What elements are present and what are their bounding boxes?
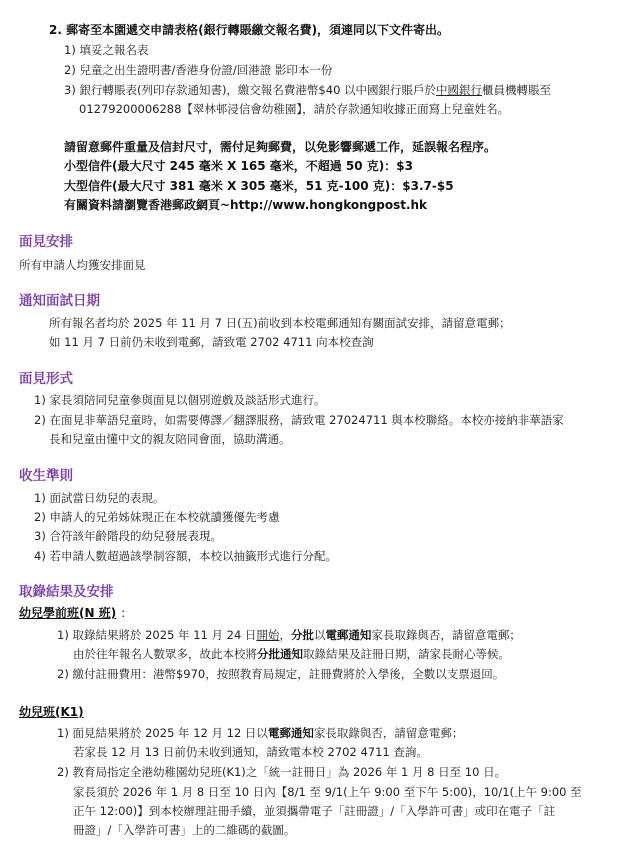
admission-criteria-1: 1) 面試當日幼兒的表現。 xyxy=(34,491,165,505)
admission-criteria-3: 3) 合符該年齡階段的幼兒發展表現。 xyxy=(34,529,222,543)
n-text-batch-notice: 分批通知 xyxy=(257,647,303,661)
mail-title: 2. 郵寄至本園遞交申請表格(銀行轉賬繳交報名費)，須連同以下文件寄出。 xyxy=(49,23,450,37)
n-class-colon: ： xyxy=(120,606,133,620)
n-text-batch: 分批 xyxy=(290,628,314,642)
small-letter-rate: 小型信件(最大尺寸 245 毫米 X 165 毫米，不超過 50 克)：$3 xyxy=(64,159,413,173)
mail-item-2: 2) 兒童之出生證明書/香港身份證/回港證 影印本一份 xyxy=(64,63,333,77)
interview-date-line-1: 所有報名者均於 2025 年 11 月 7 日(五)前收到本校電郵通知有關面試安排，請留意電郵； xyxy=(49,316,511,330)
heading-admission-criteria: 收生準則 xyxy=(19,468,73,484)
interview-format-line-1: 1) 家長須陪同兒童參與面見以個別遊戲及談話形式進行。 xyxy=(34,393,326,407)
k1-result-line-6: 冊證」/「入學許可書」上的二維碼的截圖。 xyxy=(73,823,296,837)
interview-date-line-2: 如 11 月 7 日前仍未收到電郵，請致電 2702 4711 向本校查詢 xyxy=(49,335,374,349)
mail-item-3-text: 3) 銀行轉賬表(列印存款通知書)，繳交報名費港幣$40 以中國銀行賬戶於 xyxy=(64,83,437,97)
n-text-start: 開始 xyxy=(256,628,280,642)
n-class-fee-line: 2) 繳付註冊費用：港幣$970，按照教育局規定，註冊費將於入學後，全數以支票退回。 xyxy=(57,667,505,681)
hongkongpost-website: 有關資料請瀏覽香港郵政網頁~http://www.hongkongpost.hk xyxy=(64,198,428,212)
postage-notice: 請留意郵件重量及信封尺寸，需付足夠郵費，以免影響郵遞工作，延誤報名程序。 xyxy=(64,140,497,154)
k1-text-c: 家長取錄與否，請留意電郵； xyxy=(313,726,464,740)
heading-interview-format: 面見形式 xyxy=(19,371,73,387)
mail-item-3-tail: 櫃員機轉賬至 xyxy=(482,83,552,97)
mail-item-1: 1) 填妥之報名表 xyxy=(64,43,149,57)
n-class-title-line xyxy=(19,605,132,621)
k1-text-a: 1) 面見結果將於 2025 年 12 月 12 日以 xyxy=(57,726,268,740)
k1-result-line-1 xyxy=(57,725,463,741)
mail-item-3-cont: 01279200006288【翠林邨浸信會幼稚園】，請於存款通知收據正面寫上兒童姓名。 xyxy=(79,102,510,116)
k1-result-line-3: 2) 教育局指定全港幼稚園幼兒班(K1)之「統一註冊日」為 2026 年 1 月 8 日至 10 日。 xyxy=(57,765,507,779)
n-text-g: 家長取錄與否，請留意電郵； xyxy=(371,628,521,642)
n-text-2a: 由於往年報名人數眾多，故此本校將 xyxy=(73,647,257,661)
bank-name-underlined: 中國銀行 xyxy=(436,83,483,97)
n-class-title: 幼兒學前班(N 班) xyxy=(19,606,117,620)
k1-result-line-2: 若家長 12 月 13 日前仍未收到通知，請致電本校 2702 4711 查詢。 xyxy=(73,745,428,759)
k1-text-email-notice: 電郵通知 xyxy=(267,726,314,740)
interview-format-line-2: 2) 在面見非華語兒童時，如需要傳譯／翻譯服務，請致電 27024711 與本校聯絡。本校亦接納非華語家 xyxy=(34,413,564,427)
k1-result-line-4: 家長須於 2026 年 1 月 8 日至 10 日內【8/1 至 9/1(上午 9:00 至下午 5:00)，10/1(上午 9:00 至 xyxy=(73,785,582,799)
admission-criteria-4: 4) 若申請人數超過該學制容額，本校以抽籤形式進行分配。 xyxy=(34,549,337,563)
interview-arrangement-text: 所有申請人均獲安排面見 xyxy=(19,258,146,272)
k1-class-title: 幼兒班(K1) xyxy=(19,705,84,719)
n-text-c: ， xyxy=(279,628,291,642)
n-text-2c: 取錄結果及註冊日期，請家長耐心等候。 xyxy=(303,647,510,661)
mail-item-3 xyxy=(64,82,551,98)
n-text-a: 1) 取錄結果將於 2025 年 11 月 24 日 xyxy=(57,628,257,642)
k1-result-line-5: 正午 12:00)】到本校辦理註冊手續，並須攜帶電子「註冊證」/「入學許可書」或印在電子「註 xyxy=(73,804,556,818)
n-text-e: 以 xyxy=(313,628,326,642)
n-class-result-line-2 xyxy=(73,646,510,662)
heading-interview-arrangement: 面見安排 xyxy=(19,234,73,250)
large-letter-rate: 大型信件(最大尺寸 381 毫米 X 305 毫米，51 克-100 克)：$3.7-$5 xyxy=(64,179,454,193)
admission-criteria-2: 2) 申請人的兄弟姊妹現正在本校就讀獲優先考慮 xyxy=(34,510,280,524)
heading-admission-results: 取錄結果及安排 xyxy=(19,584,114,600)
n-class-result-line-1 xyxy=(57,627,521,643)
heading-interview-date: 通知面試日期 xyxy=(19,293,100,309)
n-text-email-notice: 電郵通知 xyxy=(325,628,372,642)
interview-format-line-3: 長和兒童由懂中文的親友陪同會面，協助溝通。 xyxy=(49,432,291,446)
